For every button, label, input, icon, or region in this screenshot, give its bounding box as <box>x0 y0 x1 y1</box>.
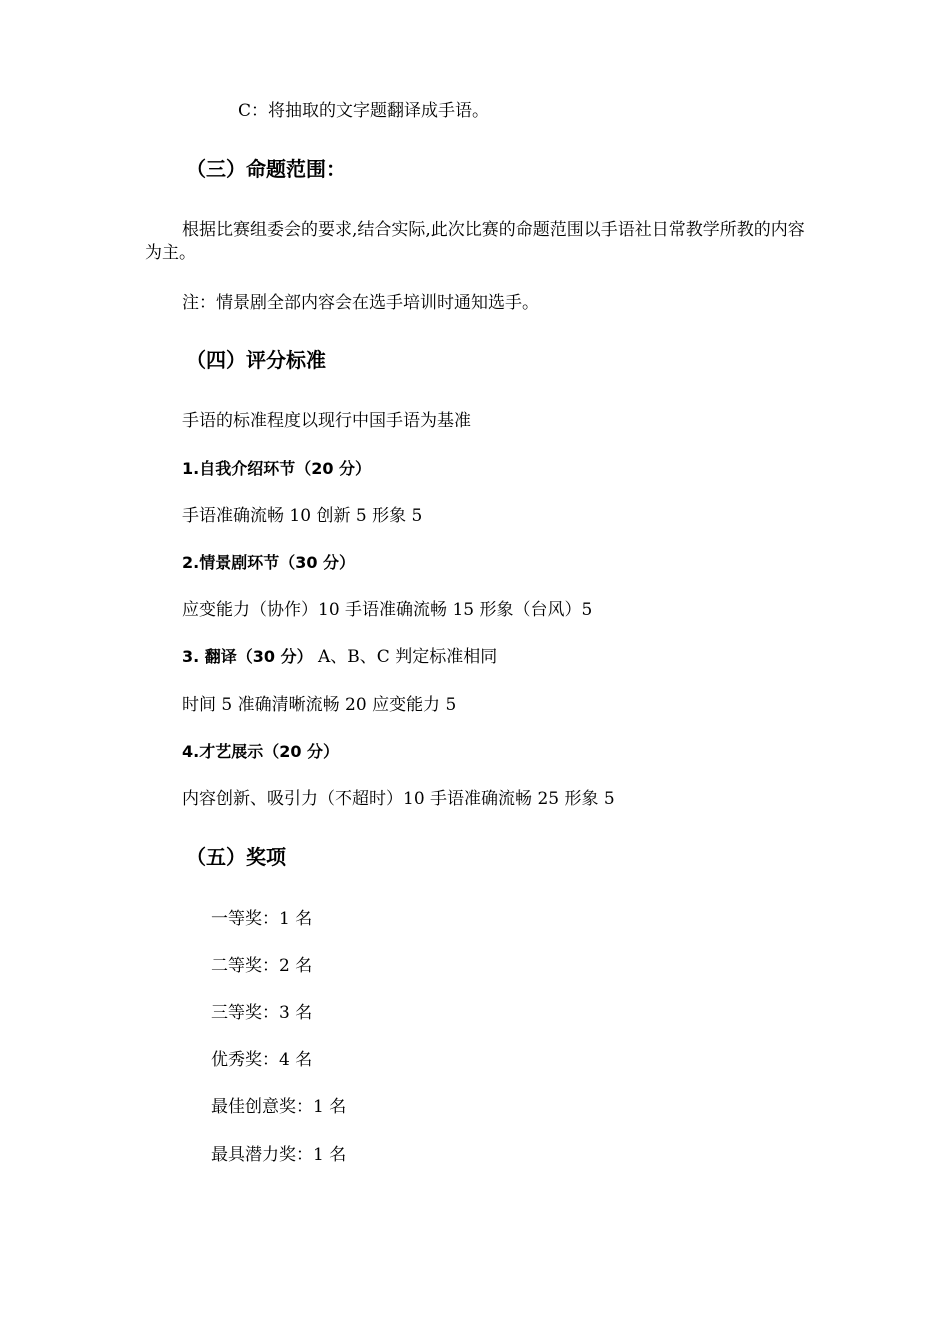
award-item: 最具潜力奖：1 名 <box>211 1145 347 1165</box>
translate-c-line: C：将抽取的文字题翻译成手语。 <box>238 101 490 121</box>
award-item: 二等奖：2 名 <box>211 956 313 976</box>
scope-paragraph: 根据比赛组委会的要求,结合实际,此次比赛的命题范围以手语社日常教学所教的内容为主。 <box>145 220 805 263</box>
scoring-item-detail: 时间 5 准确清晰流畅 20 应变能力 5 <box>182 695 457 715</box>
scoring-intro: 手语的标准程度以现行中国手语为基准 <box>182 411 471 431</box>
award-item: 三等奖：3 名 <box>211 1003 313 1023</box>
award-item: 一等奖：1 名 <box>211 909 313 929</box>
scoring-item-detail: 手语准确流畅 10 创新 5 形象 5 <box>182 506 423 526</box>
scoring-item-title: 2.情景剧环节（30 分） <box>182 553 356 572</box>
scoring-item-title: 3. 翻译（30 分） <box>182 647 313 666</box>
award-item: 优秀奖：4 名 <box>211 1050 313 1070</box>
award-item: 最佳创意奖：1 名 <box>211 1097 347 1117</box>
section-heading-awards: （五）奖项 <box>186 845 286 869</box>
scope-note: 注：情景剧全部内容会在选手培训时通知选手。 <box>182 293 539 313</box>
scoring-item-title: 4.才艺展示（20 分） <box>182 742 340 761</box>
section-heading-scope: （三）命题范围： <box>186 157 346 181</box>
scoring-item-detail: 内容创新、吸引力（不超时）10 手语准确流畅 25 形象 5 <box>182 789 615 809</box>
scoring-item-title: 1.自我介绍环节（20 分） <box>182 459 372 478</box>
scoring-item-detail: 应变能力（协作）10 手语准确流畅 15 形象（台风）5 <box>182 600 593 620</box>
section-heading-scoring: （四）评分标准 <box>186 348 326 372</box>
scoring-item-title-extra: A、B、C 判定标准相同 <box>312 647 498 667</box>
scoring-item-title-row <box>182 646 497 668</box>
